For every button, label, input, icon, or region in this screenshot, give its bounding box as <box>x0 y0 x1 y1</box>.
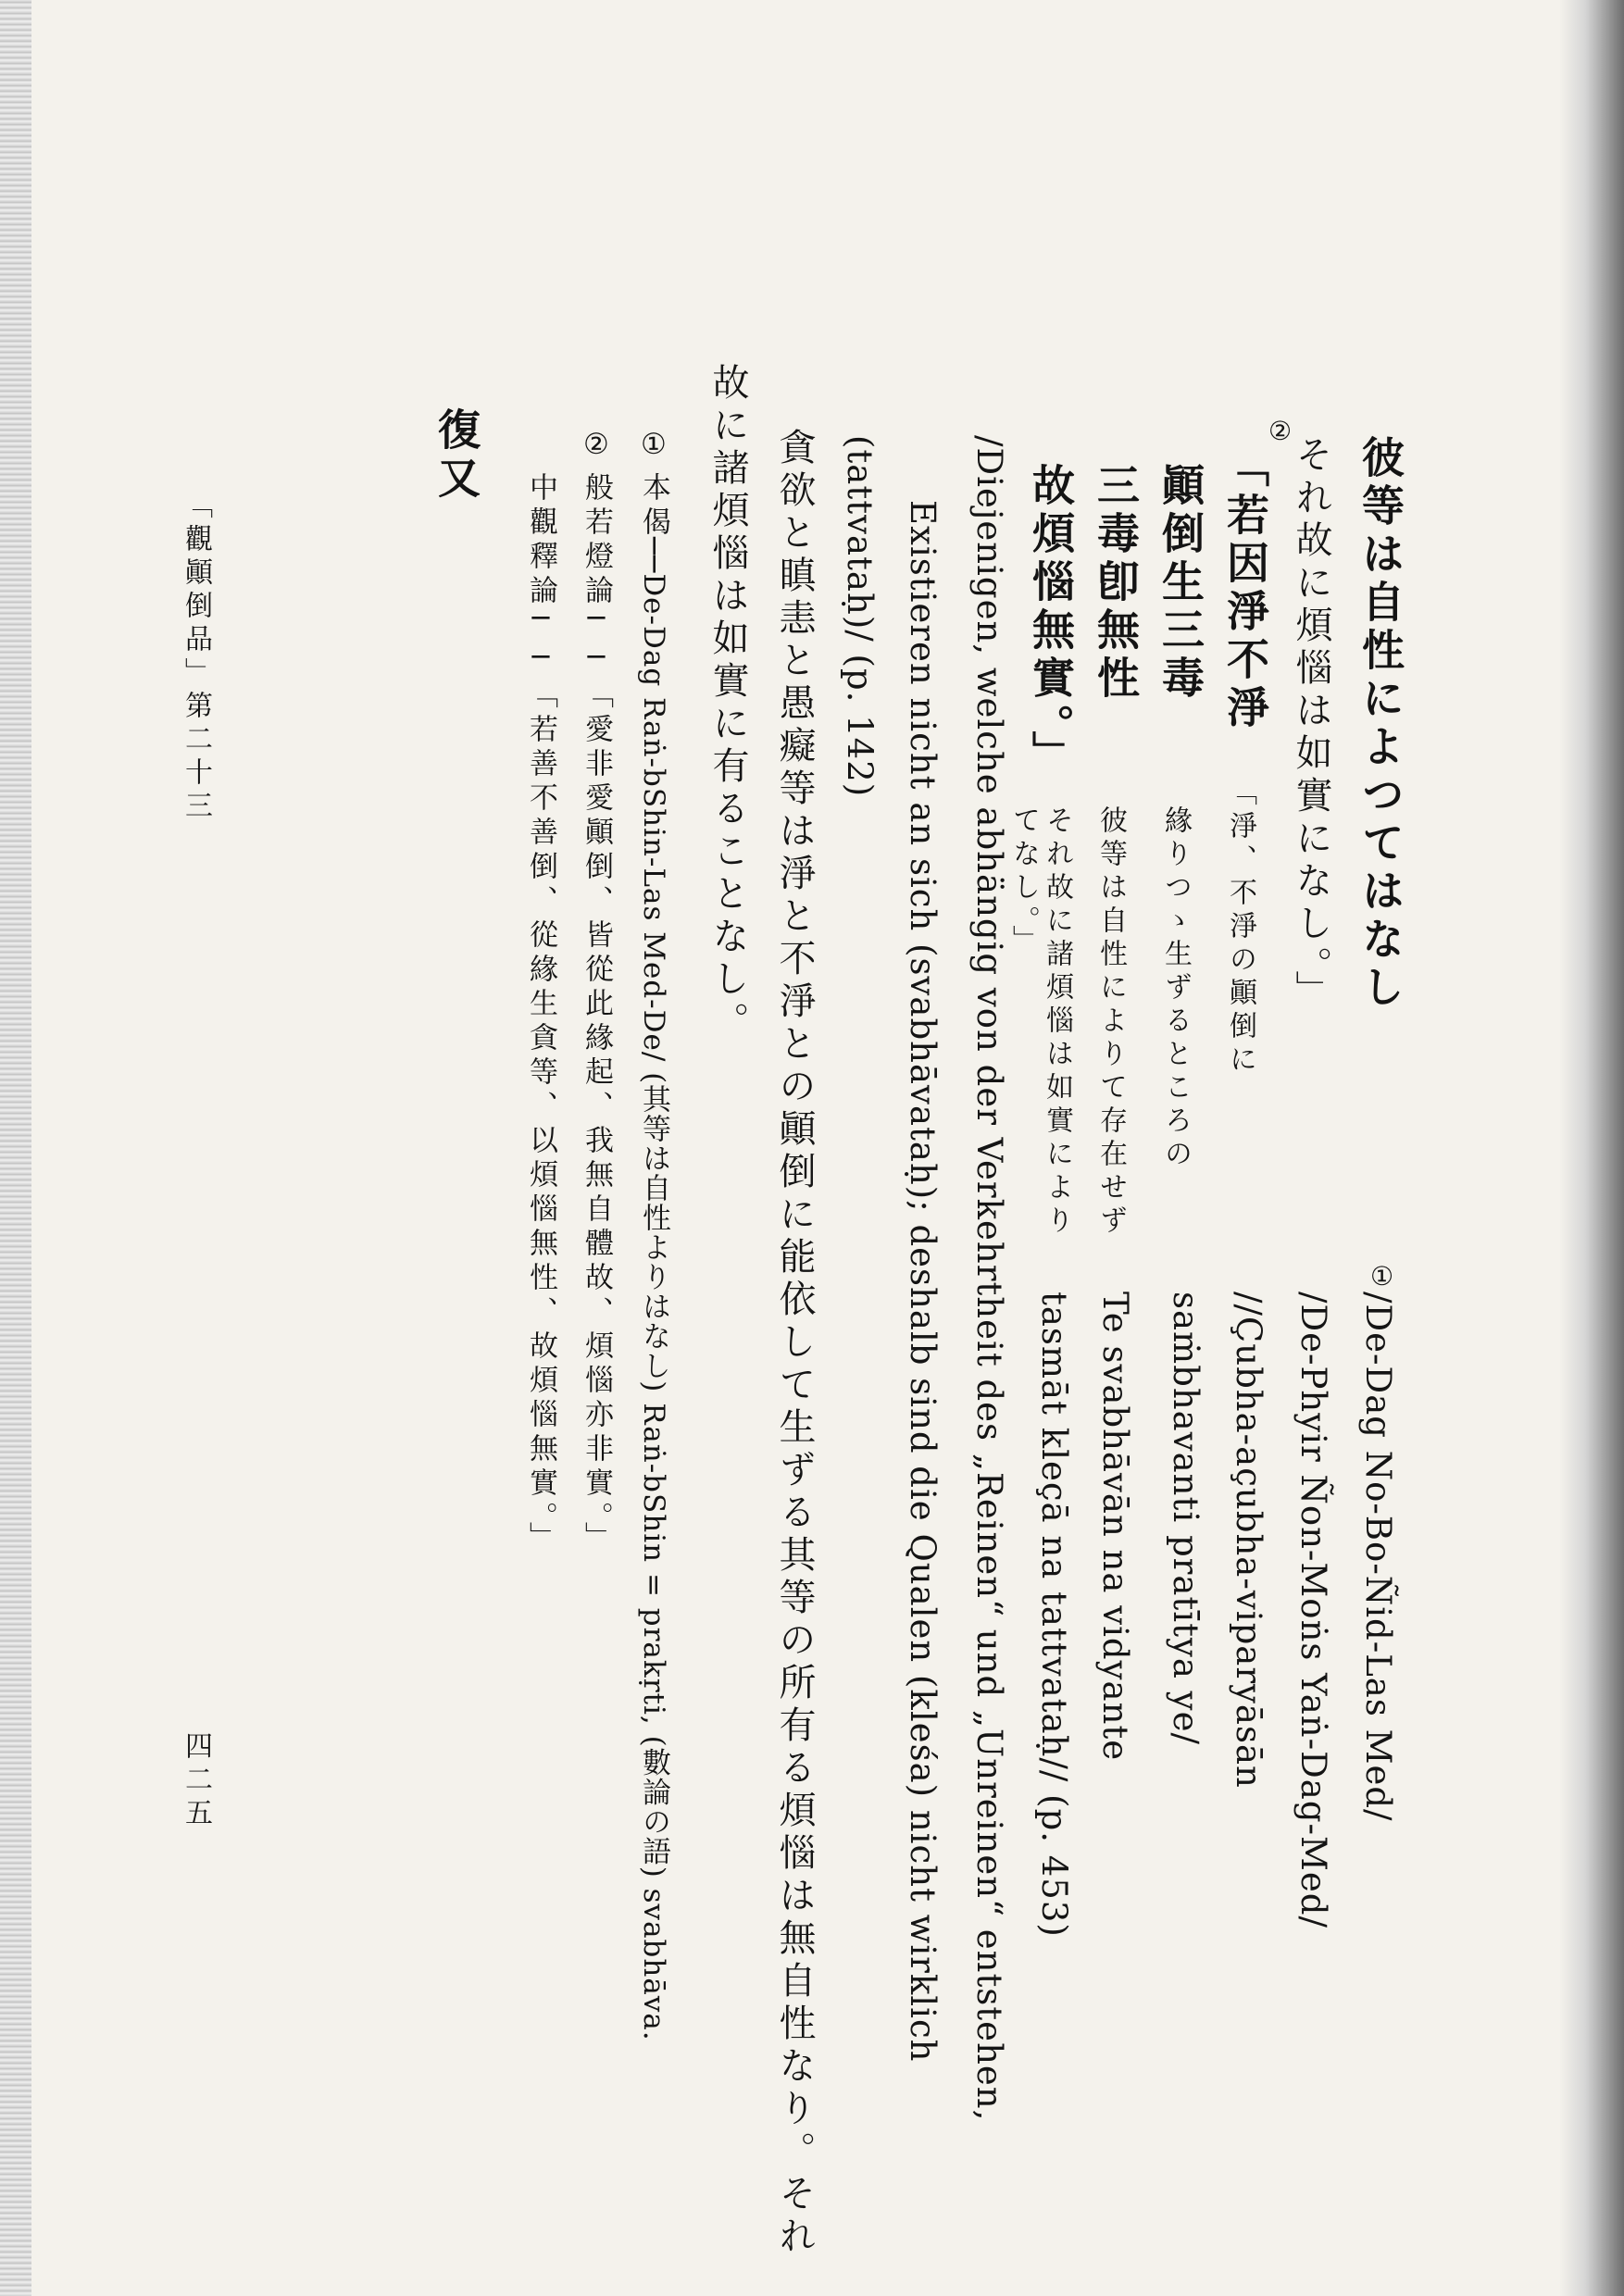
page-number: 四二五 <box>180 1731 212 1831</box>
verse-chinese-line-4: 故煩惱無實。」 <box>1026 463 1076 779</box>
sanskrit-line-4: tasmāt kleçā na tattvataḥ// (p. 453) <box>1034 1292 1074 1938</box>
verse-chinese-line-3: 三毒卽無性 <box>1091 463 1141 704</box>
verse-japanese-line-2: 緣りつゝ生ずるところの <box>1159 805 1192 1172</box>
footnote-1-marker: ① <box>641 428 667 461</box>
sanskrit-line-3: Te svabhāvān na vidyante <box>1095 1292 1135 1762</box>
tibetan-marker: ① <box>1370 1261 1394 1292</box>
sanskrit-line-1: //Çubha-açubha-viparyāsān <box>1229 1292 1268 1789</box>
verse-chinese-line-1: 「若因淨不淨 <box>1220 444 1270 733</box>
commentary-line-1: 貪欲と瞋恚と愚癡等は淨と不淨との顚倒に能依して生ずる其等の所有る煩惱は無自性なり。それ <box>773 428 816 2259</box>
running-title: 「觀顚倒品」第二十三 <box>180 491 212 824</box>
footnote-1-text: ──De-Dag Raṅ-bShin-Las Med-De/ (其等は自性よりはなし) Raṅ-bShin = prakṛti, (數論の語) svabhāva. <box>637 537 670 2041</box>
footnote-2-label: 般若燈論 <box>580 472 613 609</box>
verse-chinese-line-2: 顚倒生三毒 <box>1156 463 1206 704</box>
footnote-3-label: 中觀釋論 <box>524 472 557 609</box>
verse-japanese-line-4: それ故に諸煩惱は如實により <box>1041 805 1073 1239</box>
footnote-2-marker: ② <box>583 428 609 461</box>
closing-text: 復又 <box>431 407 481 504</box>
verse-japanese-line-3: 彼等は自性によりて存在せず <box>1094 805 1127 1239</box>
german-line-2: Existieren nicht an sich (svabhāvataḥ); deshalb sind die Qualen (kleśa) nicht wirklich <box>903 500 943 2063</box>
verse-marker: ② <box>1268 416 1293 446</box>
footnote-3-text: ──「若善不善倒、從緣生貪等、以煩惱無性、故煩惱無實。」 <box>524 602 557 1556</box>
tibetan-line-2: /De-Phyir Ñon-Moṅs Yaṅ-Dag-Med/ <box>1293 1292 1333 1928</box>
verse-intro: 彼等は自性によつてはなし <box>1355 435 1405 1013</box>
german-line-1: /Diejenigen, welche abhängig von der Verkehrtheit des „Reinen“ und „Unreinen“ entstehen, <box>969 435 1009 2122</box>
sanskrit-line-2: saṁbhavanti pratītya ye/ <box>1166 1292 1206 1745</box>
tibetan-line-1: /De-Dag No-Bo-Ñid-Las Med/ <box>1358 1292 1398 1822</box>
commentary-line-2: 故に諸煩惱は如實に有ることなし。 <box>706 363 749 1044</box>
verse-japanese-line-1: 「淨、不淨の顚倒に <box>1224 778 1256 1078</box>
verse-intro-2: それ故に煩惱は如實になし。」 <box>1290 435 1332 1013</box>
footnote-1-label: 本偈 <box>637 472 670 541</box>
verse-japanese-line-5: てなし。」 <box>1007 805 1040 958</box>
german-line-3: (tattvataḥ)/ (p. 142) <box>840 435 880 798</box>
footnote-2-text: ──「愛非愛顚倒、皆從此緣起、我無自體故、煩惱亦非實。」 <box>580 602 613 1556</box>
